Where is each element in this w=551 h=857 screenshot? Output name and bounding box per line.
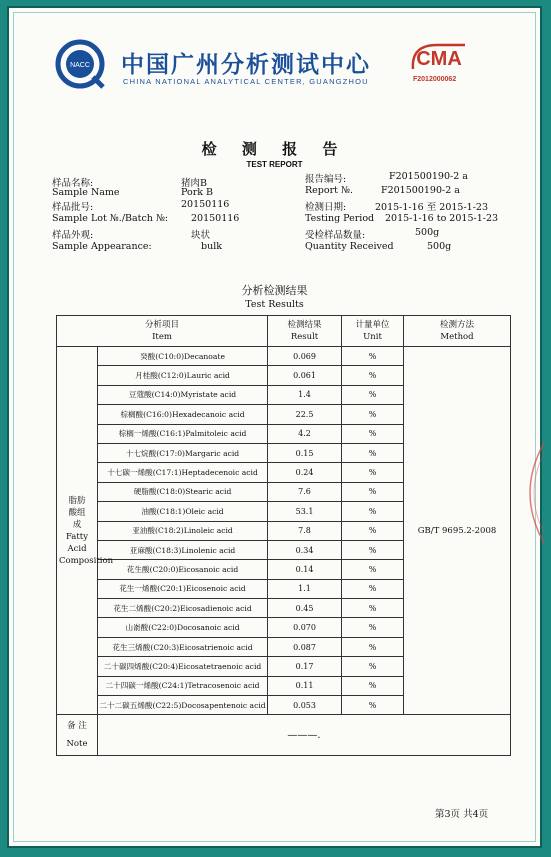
header-result [268, 316, 342, 347]
item-cell: 硬脂酸(C18:0)Stearic acid [98, 482, 268, 501]
testing-date-value-en: 2015-1-16 to 2015-1-23 [385, 213, 499, 224]
sample-name-label-en: Sample Name [52, 187, 120, 198]
note-label-cn: 备 注 [67, 721, 87, 732]
header-item-cn: 分析项目 [145, 320, 180, 330]
testing-date-label-en: Testing Period [305, 213, 375, 224]
item-cell: 油酸(C18:1)Oleic acid [98, 502, 268, 521]
header-result-en: Result [290, 332, 319, 342]
note-row [57, 715, 511, 756]
result-cell: 22.5 [268, 405, 342, 424]
report-no-value-cn: F201500190-2 a [389, 171, 468, 182]
appearance-label-en: Sample Appearance: [52, 241, 152, 252]
item-cell: 月桂酸(C12:0)Lauric acid [98, 366, 268, 385]
seal-stamp-icon [514, 438, 544, 548]
page-number: 第3页 共4页 [435, 809, 489, 820]
nacc-logo-icon [55, 39, 105, 89]
item-cell: 二十碳四烯酸(C20:4)Eicosatetraenoic acid [98, 657, 268, 676]
report-no-label-cn: 报告编号: [305, 174, 347, 185]
item-cell: 十七碳一烯酸(C17:1)Heptadecenoic acid [98, 463, 268, 482]
item-cell: 山嵛酸(C22:0)Docosanoic acid [98, 618, 268, 637]
appearance-value-cn: 块状 [191, 230, 211, 241]
sample-name-value-cn: 猪肉B [181, 178, 207, 189]
result-cell: 0.14 [268, 560, 342, 579]
result-cell: 0.053 [268, 696, 342, 715]
header-method [404, 316, 511, 347]
unit-cell: % [342, 676, 404, 695]
report-title-en: TEST REPORT [246, 160, 303, 169]
cma-mark-icon [409, 41, 469, 73]
lot-label-cn: 样品批号: [52, 202, 94, 213]
unit-cell: % [342, 599, 404, 618]
result-cell: 1.4 [268, 385, 342, 404]
lot-value-en: 20150116 [191, 213, 240, 224]
result-cell: 0.15 [268, 443, 342, 462]
result-cell: 1.1 [268, 579, 342, 598]
table-row [57, 347, 511, 366]
item-cell: 花生二烯酸(C20:2)Eicosadienoic acid [98, 599, 268, 618]
unit-cell: % [342, 463, 404, 482]
group-label-cn: 脂肪酸组成 [68, 495, 86, 530]
result-cell: 0.34 [268, 540, 342, 559]
result-cell: 53.1 [268, 502, 342, 521]
result-cell: 0.070 [268, 618, 342, 637]
report-title-cn: 检 测 报 告 [201, 140, 348, 158]
unit-cell: % [342, 540, 404, 559]
table-header-row [57, 316, 511, 347]
sample-name-value-en: Pork B [181, 187, 214, 198]
method-cell: GB/T 9695.2-2008 [404, 347, 511, 715]
org-name-cn: 中国广州分析测试中心 [121, 52, 371, 78]
header-item-en: Item [152, 332, 172, 342]
testing-date-label-cn: 检测日期: [305, 202, 347, 213]
quantity-label-en: Quantity Received [305, 241, 394, 252]
unit-cell: % [342, 502, 404, 521]
result-cell: 7.8 [268, 521, 342, 540]
result-cell: 0.24 [268, 463, 342, 482]
header-result-cn: 检测结果 [287, 320, 322, 330]
lot-value-cn: 20150116 [181, 199, 230, 210]
header-unit-cn: 计量单位 [355, 320, 390, 330]
header-item [57, 316, 268, 347]
sample-name-label-cn: 样品名称: [52, 178, 94, 189]
unit-cell: % [342, 657, 404, 676]
unit-cell: % [342, 424, 404, 443]
note-value: ———. [98, 715, 511, 756]
report-page [7, 6, 542, 848]
unit-cell: % [342, 560, 404, 579]
result-cell: 0.11 [268, 676, 342, 695]
item-cell: 亚油酸(C18:2)Linoleic acid [98, 521, 268, 540]
header-method-cn: 检测方法 [440, 320, 475, 330]
note-label [57, 715, 98, 756]
item-cell: 花生一烯酸(C20:1)Eicosenoic acid [98, 579, 268, 598]
header-unit-en: Unit [363, 332, 382, 342]
result-cell: 4.2 [268, 424, 342, 443]
result-cell: 7.6 [268, 482, 342, 501]
note-label-en: Note [66, 739, 88, 750]
unit-cell: % [342, 443, 404, 462]
unit-cell: % [342, 366, 404, 385]
item-cell: 棕榈酸(C16:0)Hexadecanoic acid [98, 405, 268, 424]
header-method-en: Method [440, 332, 474, 342]
item-cell: 十七烷酸(C17:0)Margaric acid [98, 443, 268, 462]
appearance-value-en: bulk [201, 241, 222, 252]
item-cell: 棕榈一烯酸(C16:1)Palmitoleic acid [98, 424, 268, 443]
testing-date-value-cn: 2015-1-16 至 2015-1-23 [375, 202, 488, 213]
item-cell: 花生三烯酸(C20:3)Eicosatrienoic acid [98, 637, 268, 656]
cma-text: CMA [416, 48, 462, 70]
report-no-label-en: Report №. [305, 185, 353, 196]
item-cell: 癸酸(C10:0)Decanoate [98, 347, 268, 366]
result-cell: 0.45 [268, 599, 342, 618]
appearance-label-cn: 样品外观: [52, 230, 94, 241]
item-cell: 二十二碳五烯酸(C22:5)Docosapentenoic acid [98, 696, 268, 715]
unit-cell: % [342, 696, 404, 715]
header-unit [342, 316, 404, 347]
unit-cell: % [342, 385, 404, 404]
unit-cell: % [342, 347, 404, 366]
result-cell: 0.087 [268, 637, 342, 656]
report-no-value-en: F201500190-2 a [381, 185, 460, 196]
group-label [57, 347, 114, 715]
results-table [56, 315, 511, 756]
results-title-en: Test Results [245, 299, 304, 310]
unit-cell: % [342, 637, 404, 656]
results-title-cn: 分析检测结果 [241, 284, 308, 297]
unit-cell: % [342, 482, 404, 501]
cma-number: F2012000062 [413, 76, 457, 83]
unit-cell: % [342, 405, 404, 424]
item-cell: 豆蔻酸(C14:0)Myristate acid [98, 385, 268, 404]
group-label-en: Fatty Acid Composition [59, 531, 114, 566]
item-cell: 二十四碳一烯酸(C24:1)Tetracosenoic acid [98, 676, 268, 695]
unit-cell: % [342, 521, 404, 540]
org-name-en: CHINA NATIONAL ANALYTICAL CENTER, GUANGZHOU [123, 77, 369, 86]
unit-cell: % [342, 618, 404, 637]
result-cell: 0.069 [268, 347, 342, 366]
logo-text: NACC [70, 62, 90, 69]
quantity-value-en: 500g [427, 241, 452, 252]
result-cell: 0.061 [268, 366, 342, 385]
item-cell: 花生酸(C20:0)Eicosanoic acid [98, 560, 268, 579]
unit-cell: % [342, 579, 404, 598]
quantity-label-cn: 受检样品数量: [305, 230, 366, 241]
result-cell: 0.17 [268, 657, 342, 676]
quantity-value-cn: 500g [415, 227, 440, 238]
lot-label-en: Sample Lot №./Batch №: [52, 213, 169, 224]
item-cell: 亚麻酸(C18:3)Linolenic acid [98, 540, 268, 559]
